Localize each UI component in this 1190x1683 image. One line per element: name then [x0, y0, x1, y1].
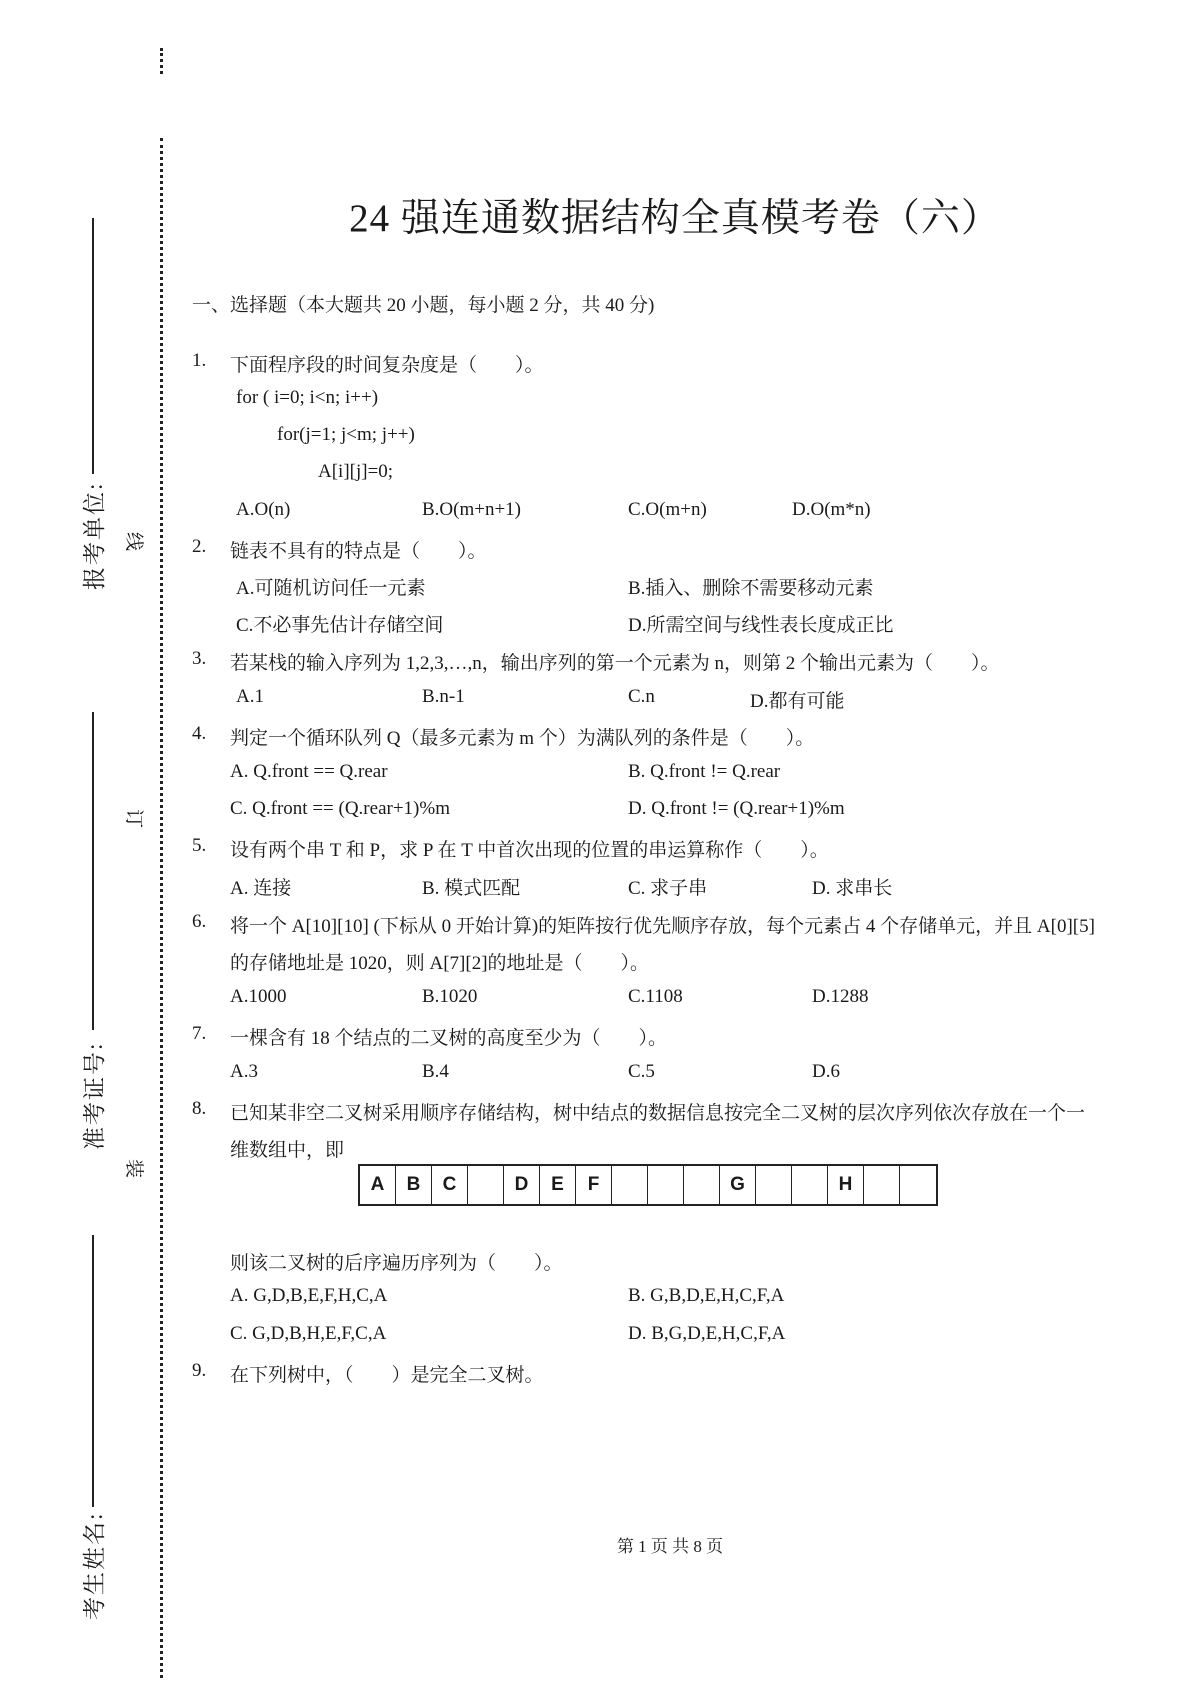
page-footer: 第 1 页 共 8 页 — [616, 1537, 724, 1556]
array-cell — [648, 1166, 684, 1204]
question-7-option-d: D.6 — [812, 1061, 840, 1082]
question-8-stem: 已知某非空二叉树采用顺序存储结构，树中结点的数据信息按完全二叉树的层次序列依次存放在一个一 — [230, 1103, 1086, 1124]
question-7-option-c: C.5 — [628, 1061, 655, 1082]
question-6-number: 6. — [192, 911, 207, 932]
question-4-option-d: D. Q.front != (Q.rear+1)%m — [628, 798, 845, 819]
binding-dotted-line — [160, 138, 163, 1678]
question-5-option-d: D. 求串长 — [812, 878, 893, 899]
question-5-option-a: A. 连接 — [230, 878, 292, 899]
array-cell: F — [576, 1166, 612, 1204]
question-8-option-a: A. G,D,B,E,F,H,C,A — [230, 1285, 388, 1306]
array-cell — [864, 1166, 900, 1204]
question-2-option-b: B.插入、删除不需要移动元素 — [628, 578, 874, 599]
question-3-option-a: A.1 — [236, 686, 264, 707]
question-8-option-b: B. G,B,D,E,H,C,F,A — [628, 1285, 785, 1306]
question-5-stem: 设有两个串 T 和 P，求 P 在 T 中首次出现的位置的串运算称作（ ）。 — [230, 840, 829, 861]
section-heading: 一、选择题（本大题共 20 小题，每小题 2 分，共 40 分) — [192, 295, 655, 316]
question-4-option-a: A. Q.front == Q.rear — [230, 761, 388, 782]
question-1-option-c: C.O(m+n) — [628, 499, 707, 520]
question-2-number: 2. — [192, 536, 207, 557]
question-2-option-d: D.所需空间与线性表长度成正比 — [628, 615, 894, 636]
page-title: 24 强连通数据结构全真模考卷（六） — [349, 197, 1001, 240]
binding-mark-line: 线 — [123, 531, 145, 552]
question-6-option-d: D.1288 — [812, 986, 869, 1007]
question-6-stem: 将一个 A[10][10] (下标从 0 开始计算)的矩阵按行优先顺序存放，每个元素占 4 个存储单元，并且 A[0][5] — [230, 916, 1095, 937]
question-1-code-line: A[i][j]=0; — [318, 461, 394, 482]
question-5-option-b: B. 模式匹配 — [422, 878, 521, 899]
name-underline — [92, 1235, 94, 1507]
array-cell: C — [432, 1166, 468, 1204]
question-2-stem: 链表不具有的特点是（ ）。 — [230, 541, 487, 562]
question-9-stem: 在下列树中，（ ）是完全二叉树。 — [230, 1365, 544, 1386]
question-6-option-a: A.1000 — [230, 986, 287, 1007]
question-4-number: 4. — [192, 723, 207, 744]
question-8-option-d: D. B,G,D,E,H,C,F,A — [628, 1323, 786, 1344]
question-2-option-a: A.可随机访问任一元素 — [236, 578, 426, 599]
array-cell — [612, 1166, 648, 1204]
question-8-option-c: C. G,D,B,H,E,F,C,A — [230, 1323, 387, 1344]
array-cell — [756, 1166, 792, 1204]
question-7-option-a: A.3 — [230, 1061, 258, 1082]
binding-dotted-line-top — [160, 48, 163, 74]
question-4-option-c: C. Q.front == (Q.rear+1)%m — [230, 798, 450, 819]
question-1-code-line: for(j=1; j<m; j++) — [277, 424, 415, 445]
question-1-option-b: B.O(m+n+1) — [422, 499, 522, 520]
question-6-option-b: B.1020 — [422, 986, 478, 1007]
sequential-array-table — [358, 1164, 938, 1206]
exam-unit-label: 报考单位: — [82, 481, 107, 590]
student-name-label: 考生姓名: — [82, 1511, 107, 1620]
array-cell — [900, 1166, 936, 1204]
question-6-option-c: C.1108 — [628, 986, 683, 1007]
question-8-stem-cont: 维数组中，即 — [230, 1140, 345, 1161]
question-1-option-d: D.O(m*n) — [792, 499, 871, 520]
question-7-option-b: B.4 — [422, 1061, 449, 1082]
question-4-option-b: B. Q.front != Q.rear — [628, 761, 781, 782]
exam-id-label: 准考证号: — [82, 1041, 107, 1150]
question-6-stem-cont: 的存储地址是 1020，则 A[7][2]的地址是（ ）。 — [230, 953, 650, 974]
question-3-stem: 若某栈的输入序列为 1,2,3,…,n，输出序列的第一个元素为 n，则第 2 个输出元素为（ ）。 — [230, 653, 1000, 674]
question-9-number: 9. — [192, 1360, 207, 1381]
question-1-code-line: for ( i=0; i<n; i++) — [236, 387, 379, 408]
binding-mark-staple: 订 — [123, 808, 145, 829]
binding-mark-bind: 装 — [123, 1158, 145, 1179]
question-1-number: 1. — [192, 350, 207, 371]
array-cell: E — [540, 1166, 576, 1204]
array-cell: H — [828, 1166, 864, 1204]
array-cell — [792, 1166, 828, 1204]
question-1-option-a: A.O(n) — [236, 499, 291, 520]
question-7-stem: 一棵含有 18 个结点的二叉树的高度至少为（ ）。 — [230, 1028, 668, 1049]
question-5-option-c: C. 求子串 — [628, 878, 708, 899]
question-1-stem: 下面程序段的时间复杂度是（ ）。 — [230, 355, 544, 376]
array-cell: D — [504, 1166, 540, 1204]
array-cell: A — [360, 1166, 396, 1204]
question-3-number: 3. — [192, 648, 207, 669]
exam-id-underline — [92, 712, 94, 1030]
question-2-option-c: C.不必事先估计存储空间 — [236, 615, 444, 636]
question-3-option-d: D.都有可能 — [750, 691, 845, 712]
question-3-option-b: B.n-1 — [422, 686, 465, 707]
unit-underline — [92, 218, 94, 474]
array-cell: B — [396, 1166, 432, 1204]
array-cell — [684, 1166, 720, 1204]
question-4-stem: 判定一个循环队列 Q（最多元素为 m 个）为满队列的条件是（ ）。 — [230, 728, 815, 749]
question-5-number: 5. — [192, 835, 207, 856]
question-7-number: 7. — [192, 1023, 207, 1044]
array-cell: G — [720, 1166, 756, 1204]
question-3-option-c: C.n — [628, 686, 655, 707]
question-8-after-text: 则该二叉树的后序遍历序列为（ ）。 — [230, 1253, 563, 1274]
question-8-number: 8. — [192, 1098, 207, 1119]
array-cell — [468, 1166, 504, 1204]
